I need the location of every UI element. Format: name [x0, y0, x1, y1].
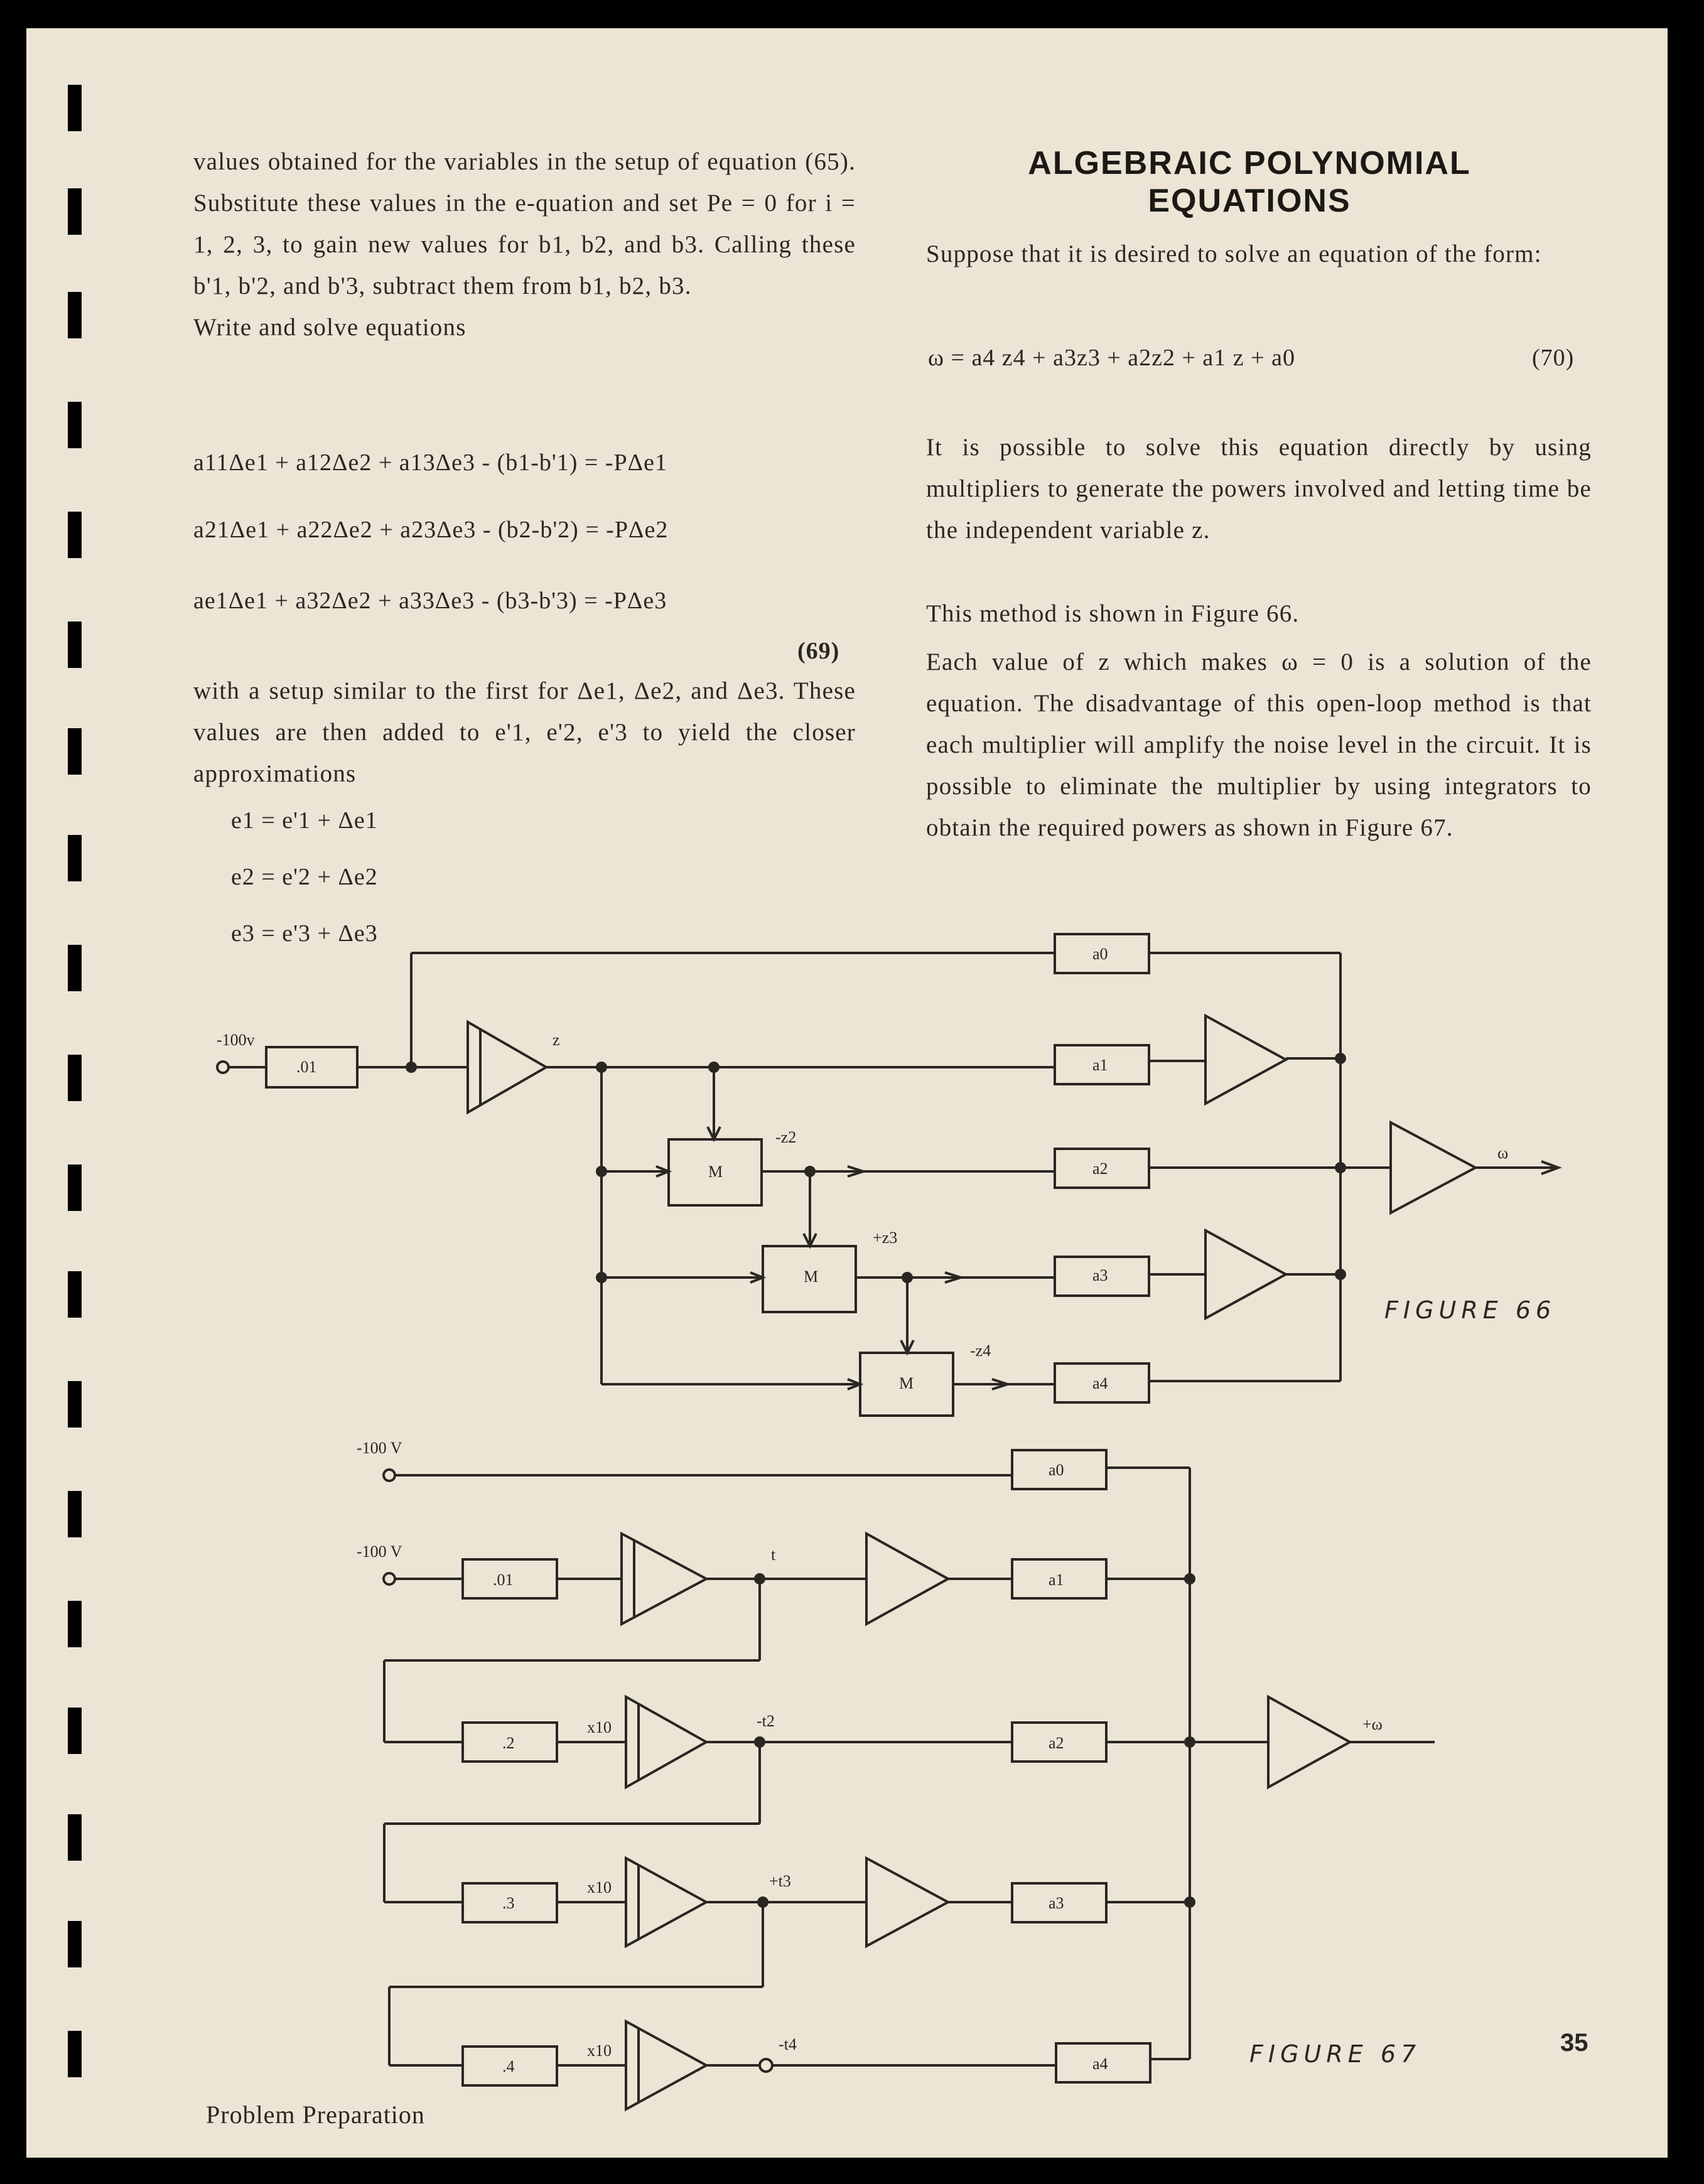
heading-line-2: EQUATIONS: [1148, 183, 1351, 219]
approx-2: e2 = e'2 + Δe2: [231, 864, 378, 890]
left-paragraph-2: with a setup similar to the first for Δe1, Δe2, and Δe3. These values are then added to e'1, e'2, e'3 to yield the closer approximations: [193, 677, 856, 787]
fig67-gain-1: x10: [587, 1718, 612, 1736]
fig67-a3: a3: [1049, 1894, 1064, 1912]
fig66-output: ω: [1497, 1144, 1509, 1162]
fig67-coef-4: .4: [502, 2057, 515, 2075]
fig67-coef-3: .3: [502, 1894, 515, 1912]
write-solve-text: Write and solve equations: [193, 314, 466, 341]
fig66-m1: M: [708, 1163, 723, 1181]
figure-66-caption: FIGURE 66: [1384, 1296, 1556, 1324]
right-paragraph-3: Each value of z which makes ω = 0 is a solution of the equation. The disadvantage of this open-loop method is that each multiplier will amplify the noise level in the circuit. It is possible to eliminate the multiplier by using integrators to obtain the required powers as shown in Figure 67.: [926, 648, 1592, 841]
eq69-line-2: a21Δe1 + a22Δe2 + a23Δe3 - (b2-b'2) = -PΔe2: [193, 517, 669, 543]
fig66-m3: M: [899, 1374, 914, 1392]
fig67-a2: a2: [1049, 1734, 1064, 1752]
eq70-number: (70): [1532, 345, 1575, 371]
fig67-input-1: -100 V: [357, 1439, 402, 1457]
fig66-input-coef: .01: [296, 1058, 317, 1076]
fig66-z-label: z: [553, 1031, 560, 1049]
fig67-neg-t4: -t4: [779, 2035, 797, 2053]
right-paragraph-1: It is possible to solve this equation directly by using multipliers to generate the powers involved and letting time be the independent variable z.: [926, 434, 1592, 544]
right-paragraph-2: This method is shown in Figure 66.: [926, 600, 1300, 627]
fig67-coef-01: .01: [493, 1571, 514, 1589]
fig66-a3: a3: [1092, 1266, 1108, 1284]
eq69-line-3: ae1Δe1 + a32Δe2 + a33Δe3 - (b3-b'3) = -PΔe3: [193, 588, 667, 614]
fig66-input-label: -100v: [217, 1031, 255, 1049]
figure-67-caption: FIGURE 67: [1249, 2040, 1421, 2068]
fig67-t-label: t: [771, 1546, 776, 1564]
heading-line-1: ALGEBRAIC POLYNOMIAL: [1028, 145, 1471, 181]
fig67-a4: a4: [1092, 2055, 1108, 2073]
fig67-output: +ω: [1362, 1715, 1383, 1733]
fig66-a4: a4: [1092, 1374, 1108, 1392]
approx-1: e1 = e'1 + Δe1: [231, 807, 378, 834]
fig66-m2: M: [804, 1267, 819, 1286]
fig67-gain-3: x10: [587, 2041, 612, 2060]
fig67-a0: a0: [1049, 1461, 1064, 1479]
fig67-neg-t2: -t2: [757, 1712, 775, 1730]
eq69-line-1: a11Δe1 + a12Δe2 + a13Δe3 - (b1-b'1) = -PΔe1: [193, 449, 667, 476]
left-paragraph-1: values obtained for the variables in the setup of equation (65). Substitute these values in the e-quation and set Pe = 0 for i = 1, 2, 3, to gain new values for b1, b2, and b3. Calling these b'1, b'2, and b'3, subtract them from b1, b2, b3.: [193, 148, 856, 299]
right-intro: Suppose that it is desired to solve an equation of the form:: [926, 240, 1542, 267]
eq70: ω = a4 z4 + a3z3 + a2z2 + a1 z + a0: [928, 345, 1295, 371]
fig66-a0: a0: [1092, 945, 1108, 963]
fig66-a2: a2: [1092, 1159, 1108, 1178]
eq69-number: (69): [797, 638, 840, 664]
footer-text: Problem Preparation: [206, 2101, 425, 2129]
fig67-pos-t3: +t3: [769, 1872, 791, 1890]
fig66-a1: a1: [1092, 1056, 1108, 1074]
fig67-a1: a1: [1049, 1571, 1064, 1589]
fig67-input-2: -100 V: [357, 1542, 402, 1561]
page-number: 35: [1560, 2029, 1588, 2057]
fig66-neg-z4: -z4: [970, 1342, 991, 1360]
fig66-pos-z3: +z3: [873, 1229, 898, 1247]
fig67-coef-2: .2: [502, 1734, 515, 1752]
approx-3: e3 = e'3 + Δe3: [231, 920, 378, 947]
fig67-gain-2: x10: [587, 1878, 612, 1896]
fig66-neg-z2: -z2: [775, 1128, 797, 1146]
